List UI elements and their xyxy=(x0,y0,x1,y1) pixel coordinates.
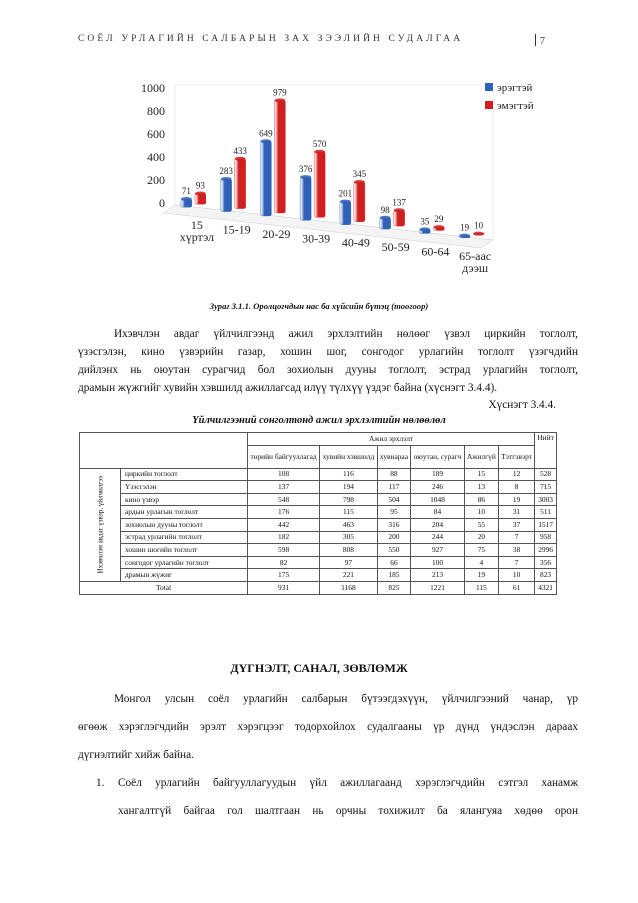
table-column-header: Тэтгэвэрт xyxy=(499,445,535,468)
row-label: ардын урлагын тоглолт xyxy=(121,506,248,519)
table-total-cell: 825 xyxy=(377,581,411,594)
table-total-cell: 4321 xyxy=(535,581,557,594)
table-corner xyxy=(80,433,248,469)
paragraph-line: үзэсгэлэн, кино үзвэрийн газар, хошин шог, сонгодог урлагийн тоглолт үзэгчдийн xyxy=(78,346,578,358)
list-item-number: 1. xyxy=(96,777,105,789)
table-cell: 528 xyxy=(535,468,557,481)
x-tick-label: 65-аас xyxy=(459,248,492,263)
x-tick-label: 30-39 xyxy=(302,231,331,246)
bar-эмэгтэй xyxy=(394,210,405,226)
table-column-header: төрийн байгууллагад xyxy=(248,445,320,468)
bar-top xyxy=(354,180,365,184)
bar-top xyxy=(473,232,484,236)
row-label: кино үзвэр xyxy=(121,493,248,506)
table-column-header: хувийн хэвшилд xyxy=(320,445,377,468)
table-row xyxy=(80,556,557,569)
x-tick-label: 15 xyxy=(190,218,203,233)
table-cell: 37 xyxy=(499,518,535,531)
table-cell: 221 xyxy=(320,569,377,582)
table-cell: 1048 xyxy=(411,493,465,506)
paragraph-line: драмын жүжгийг хувийн хэвшилд ажиллагсад илүү түлхүү үздэг байна (хүснэгт 3.4.4). xyxy=(78,382,498,394)
table-cell: 19 xyxy=(464,569,498,582)
table-cell: 108 xyxy=(248,468,320,481)
table-cell: 175 xyxy=(248,569,320,582)
table-row xyxy=(80,518,557,531)
table-cell: 19 xyxy=(499,493,535,506)
x-tick-label: 15-19 xyxy=(222,222,251,237)
y-tick-label: 0 xyxy=(159,196,165,210)
table-cell: 116 xyxy=(320,468,377,481)
table-cell: 97 xyxy=(320,556,377,569)
section-title: ДҮГНЭЛТ, САНАЛ, ЗӨВЛӨМЖ xyxy=(230,661,408,675)
row-label: сонгодог урлагийн тоглолт xyxy=(121,556,248,569)
table-cell: 194 xyxy=(320,481,377,494)
table-cell: 8 xyxy=(499,481,535,494)
table-cell: 13 xyxy=(464,481,498,494)
data-label: 29 xyxy=(434,214,444,225)
table-cell: 95 xyxy=(377,506,411,519)
x-tick-label: 20-29 xyxy=(262,226,291,241)
table-cell: 66 xyxy=(377,556,411,569)
data-label: 649 xyxy=(259,128,273,139)
table-cell: 20 xyxy=(464,531,498,544)
table-cell: 15 xyxy=(464,468,498,481)
table-cell: 463 xyxy=(320,518,377,531)
table-cell: 808 xyxy=(320,544,377,557)
legend-label: эмэгтэй xyxy=(497,100,534,112)
page-number xyxy=(535,34,545,47)
bar-top xyxy=(235,157,246,161)
table-cell: 55 xyxy=(464,518,498,531)
row-group-label: Ихэвчлэн авдаг үзвэр, үйлчилгээ xyxy=(80,468,121,581)
y-tick-label: 600 xyxy=(147,127,165,141)
table-total-cell: 931 xyxy=(248,581,320,594)
table-total-row xyxy=(80,581,557,594)
bar-эмэгтэй xyxy=(274,100,285,213)
legend-label: эрэгтэй xyxy=(497,82,533,94)
bar-top xyxy=(394,208,405,212)
total-label: Total xyxy=(80,581,248,594)
table-cell: 1517 xyxy=(535,518,557,531)
row-label: циркийн тоглолт xyxy=(121,468,248,481)
table-total-cell: 1168 xyxy=(320,581,377,594)
bar-эрэгтэй xyxy=(340,202,351,225)
table-total-header: Нийт xyxy=(535,433,557,469)
data-label: 10 xyxy=(474,220,484,231)
bar-эмэгтэй xyxy=(235,159,246,209)
figure-caption: Зураг 3.1.1. Оролцогчдын нас ба хүйсийн бүтэц (тоогоор) xyxy=(209,301,429,311)
table-cell: 115 xyxy=(320,506,377,519)
x-tick-label: 50-59 xyxy=(381,240,410,255)
data-label: 93 xyxy=(195,180,205,191)
table-cell: 3003 xyxy=(535,493,557,506)
table-cell: 356 xyxy=(535,556,557,569)
bar-top xyxy=(340,200,351,204)
table-cell: 244 xyxy=(411,531,465,544)
table-cell: 823 xyxy=(535,569,557,582)
table-total-cell: 115 xyxy=(464,581,498,594)
paragraph-employment xyxy=(78,325,578,397)
table-cell: 958 xyxy=(535,531,557,544)
table-cell: 137 xyxy=(248,481,320,494)
data-label: 98 xyxy=(380,204,390,215)
table-column-header: Ажилгүй xyxy=(464,445,498,468)
table-cell: 200 xyxy=(377,531,411,544)
y-tick-label: 200 xyxy=(147,173,165,187)
running-header: СОЁЛ УРЛАГИЙН САЛБАРЫН ЗАХ ЗЭЭЛИЙН СУДАЛГАА xyxy=(78,34,464,44)
table-cell: 442 xyxy=(248,518,320,531)
paragraph-line: дүгнэлтийг хийж байна. xyxy=(78,749,194,761)
table-cell: 213 xyxy=(411,569,465,582)
data-label: 71 xyxy=(181,186,191,197)
bar-top xyxy=(260,139,271,143)
data-label: 35 xyxy=(420,216,430,227)
data-label: 345 xyxy=(352,169,367,180)
row-label: драмын жүжиг xyxy=(121,569,248,582)
data-label: 433 xyxy=(233,145,247,156)
table-cell: 204 xyxy=(411,518,465,531)
table-cell: 82 xyxy=(248,556,320,569)
bar-эмэгтэй xyxy=(354,182,365,222)
data-label: 283 xyxy=(219,166,233,177)
table-cell: 504 xyxy=(377,493,411,506)
bar-top xyxy=(221,177,232,181)
table-cell: 927 xyxy=(411,544,465,557)
table-column-header: хувиараа xyxy=(377,445,411,468)
bar-эмэгтэй xyxy=(314,152,325,218)
page-number-value: 7 xyxy=(540,36,545,47)
y-tick-label: 800 xyxy=(147,104,165,118)
table-cell: 88 xyxy=(377,468,411,481)
table-cell: 305 xyxy=(320,531,377,544)
paragraph-line: Ихэвчлэн авдаг үйлчилгээнд ажил эрхлэлтийн нөлөөг үзвэл циркийн тоглолт, xyxy=(114,328,578,340)
data-label: 376 xyxy=(298,164,313,175)
paragraph-conclusion xyxy=(78,685,578,769)
legend-swatch xyxy=(485,101,493,109)
bar-эрэгтэй xyxy=(300,177,311,220)
bar-эрэгтэй xyxy=(260,141,271,216)
y-tick-label: 1000 xyxy=(141,81,165,95)
list-line: Соёл урлагийн байгууллагуудын үйл ажиллагаанд хэрэглэгчдийн сэтгэл ханамж xyxy=(118,777,578,789)
x-tick-label: хүртэл xyxy=(179,230,215,245)
table-row xyxy=(80,569,557,582)
table-cell: 12 xyxy=(499,468,535,481)
table-cell: 10 xyxy=(464,506,498,519)
table-cell: 7 xyxy=(499,556,535,569)
row-label: Үзэсгэлэн xyxy=(121,481,248,494)
age-gender-bar-chart xyxy=(115,75,575,300)
data-label: 979 xyxy=(273,87,287,98)
table-group-header: Ажил эрхлэлт xyxy=(248,433,535,446)
bar-top xyxy=(195,191,206,195)
table-cell: 715 xyxy=(535,481,557,494)
table-cell: 75 xyxy=(464,544,498,557)
table-cell: 31 xyxy=(499,506,535,519)
bar-top xyxy=(380,216,391,220)
row-label: зохиолын дууны тоглолт xyxy=(121,518,248,531)
table-cell: 185 xyxy=(377,569,411,582)
table-cell: 550 xyxy=(377,544,411,557)
employment-table xyxy=(79,432,557,595)
table-cell: 246 xyxy=(411,481,465,494)
data-label: 201 xyxy=(338,188,353,199)
table-column-header: оюутан, сурагч xyxy=(411,445,465,468)
table-cell: 117 xyxy=(377,481,411,494)
paragraph-line: Монгол улсын соёл урлагийн салбарын бүтээгдэхүүн, үйлчилгээний чанар, үр xyxy=(114,693,578,705)
table-cell: 2996 xyxy=(535,544,557,557)
bar-top xyxy=(419,227,430,231)
bar-top xyxy=(314,150,325,154)
table-total-cell: 1221 xyxy=(411,581,465,594)
table-cell: 182 xyxy=(248,531,320,544)
bar-top xyxy=(300,175,311,179)
row-label: эстрад урлагийн тоглолт xyxy=(121,531,248,544)
bar-top xyxy=(181,197,192,201)
bar-эрэгтэй xyxy=(221,179,232,212)
table-cell: 84 xyxy=(411,506,465,519)
table-row xyxy=(80,531,557,544)
table-row xyxy=(80,544,557,557)
bar-top xyxy=(433,225,444,229)
table-cell: 10 xyxy=(499,569,535,582)
table-total-cell: 61 xyxy=(499,581,535,594)
row-label: хошин шогийн тоглолт xyxy=(121,544,248,557)
table-cell: 548 xyxy=(248,493,320,506)
table-row xyxy=(80,506,557,519)
paragraph-line: өгөөж хэрэглэгчдийн эрэлт хэрэгцээг тодорхойлох судалгааны үр дүнд үндэслэн дараах xyxy=(78,721,578,733)
table-cell: 189 xyxy=(411,468,465,481)
legend-swatch xyxy=(485,83,493,91)
list-item xyxy=(118,769,578,825)
table-row xyxy=(80,493,557,506)
table-cell: 38 xyxy=(499,544,535,557)
table-cell: 100 xyxy=(411,556,465,569)
table-title: Үйлчилгээний сонголтонд ажил эрхлэлтийн нөлөөлөл xyxy=(192,415,446,426)
y-tick-label: 400 xyxy=(147,150,165,164)
table-cell: 598 xyxy=(248,544,320,557)
table-cell: 798 xyxy=(320,493,377,506)
paragraph-line: дийлэнх нь оюутан сурагчид бол зохиолын дууны тоглолт, эстрад урлагийн тоглолт, xyxy=(78,364,578,376)
table-reference: Хүснэгт 3.4.4. xyxy=(488,399,556,411)
data-label: 19 xyxy=(460,222,470,233)
bar-top xyxy=(459,234,470,238)
table-row xyxy=(80,481,557,494)
table-cell: 4 xyxy=(464,556,498,569)
bar-top xyxy=(274,98,285,102)
table-cell: 7 xyxy=(499,531,535,544)
data-label: 137 xyxy=(392,197,406,208)
table-cell: 86 xyxy=(464,493,498,506)
data-label: 570 xyxy=(312,138,327,149)
x-tick-label: дээш xyxy=(462,260,489,275)
table-row xyxy=(80,468,557,481)
x-tick-label: 40-49 xyxy=(341,235,370,250)
x-tick-label: 60-64 xyxy=(421,244,450,259)
table-cell: 511 xyxy=(535,506,557,519)
list-line: хангалтгүй байгаа гол шалтгаан нь орчны тохижилт ба ялангуяа хөдөө орон xyxy=(118,805,578,817)
table-cell: 176 xyxy=(248,506,320,519)
table-cell: 316 xyxy=(377,518,411,531)
